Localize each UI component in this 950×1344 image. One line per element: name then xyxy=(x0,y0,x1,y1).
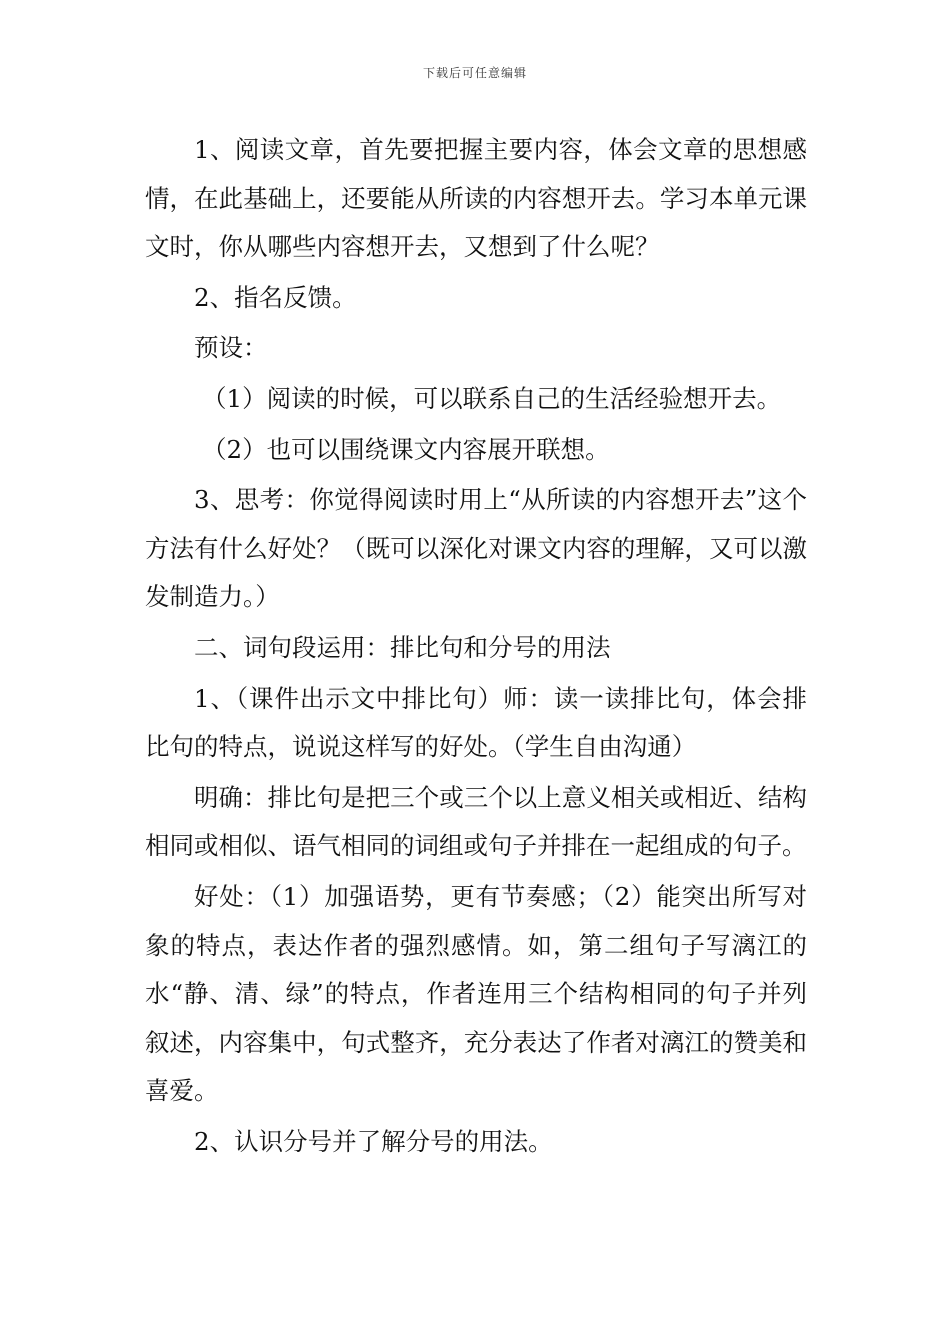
paragraph-preset-item-2: （2）也可以围绕课文内容展开联想。 xyxy=(202,434,610,464)
paragraph-parallelism-task: 1、（课件出示文中排比句）师：读一读排比句，体会排比句的特点，说说这样写的好处。（学生自由沟通） xyxy=(145,683,807,762)
paragraph-semicolon: 2、认识分号并了解分号的用法。 xyxy=(194,1126,553,1156)
paragraph-reading-approach: 1、阅读文章，首先要把握主要内容，体会文章的思想感情，在此基础上，还要能从所读的内容想开去。学习本单元课文时，你从哪些内容想开去，又想到了什么呢？ xyxy=(145,135,807,262)
section-heading-sentence-usage: 二、词句段运用：排比句和分号的用法 xyxy=(194,632,611,662)
paragraph-preset-item-1: （1）阅读的时候，可以联系自己的生活经验想开去。 xyxy=(202,383,782,413)
paragraph-think: 3、思考：你觉得阅读时用上“从所读的内容想开去”这个方法有什么好处？（既可以深化对课文内容的理解，又可以激发制造力。） xyxy=(145,485,807,612)
paragraph-feedback: 2、指名反馈。 xyxy=(194,282,357,312)
document-body xyxy=(145,126,807,1168)
paragraph-parallelism-definition: 明确：排比句是把三个或三个以上意义相关或相近、结构相同或相似、语气相同的词组或句子并排在一起组成的句子。 xyxy=(145,782,807,861)
paragraph-preset: 预设： xyxy=(194,333,268,363)
paragraph-parallelism-benefits: 好处：（1）加强语势，更有节奏感；（2）能突出所写对象的特点，表达作者的强烈感情。如，第二组句子写漓江的水“静、清、绿”的特点，作者连用三个结构相同的句子并列叙述，内容集中，句式整齐，充分表达了作者对漓江的赞美和喜爱。 xyxy=(145,881,807,1106)
page-header: 下载后可任意编辑 xyxy=(422,66,527,80)
